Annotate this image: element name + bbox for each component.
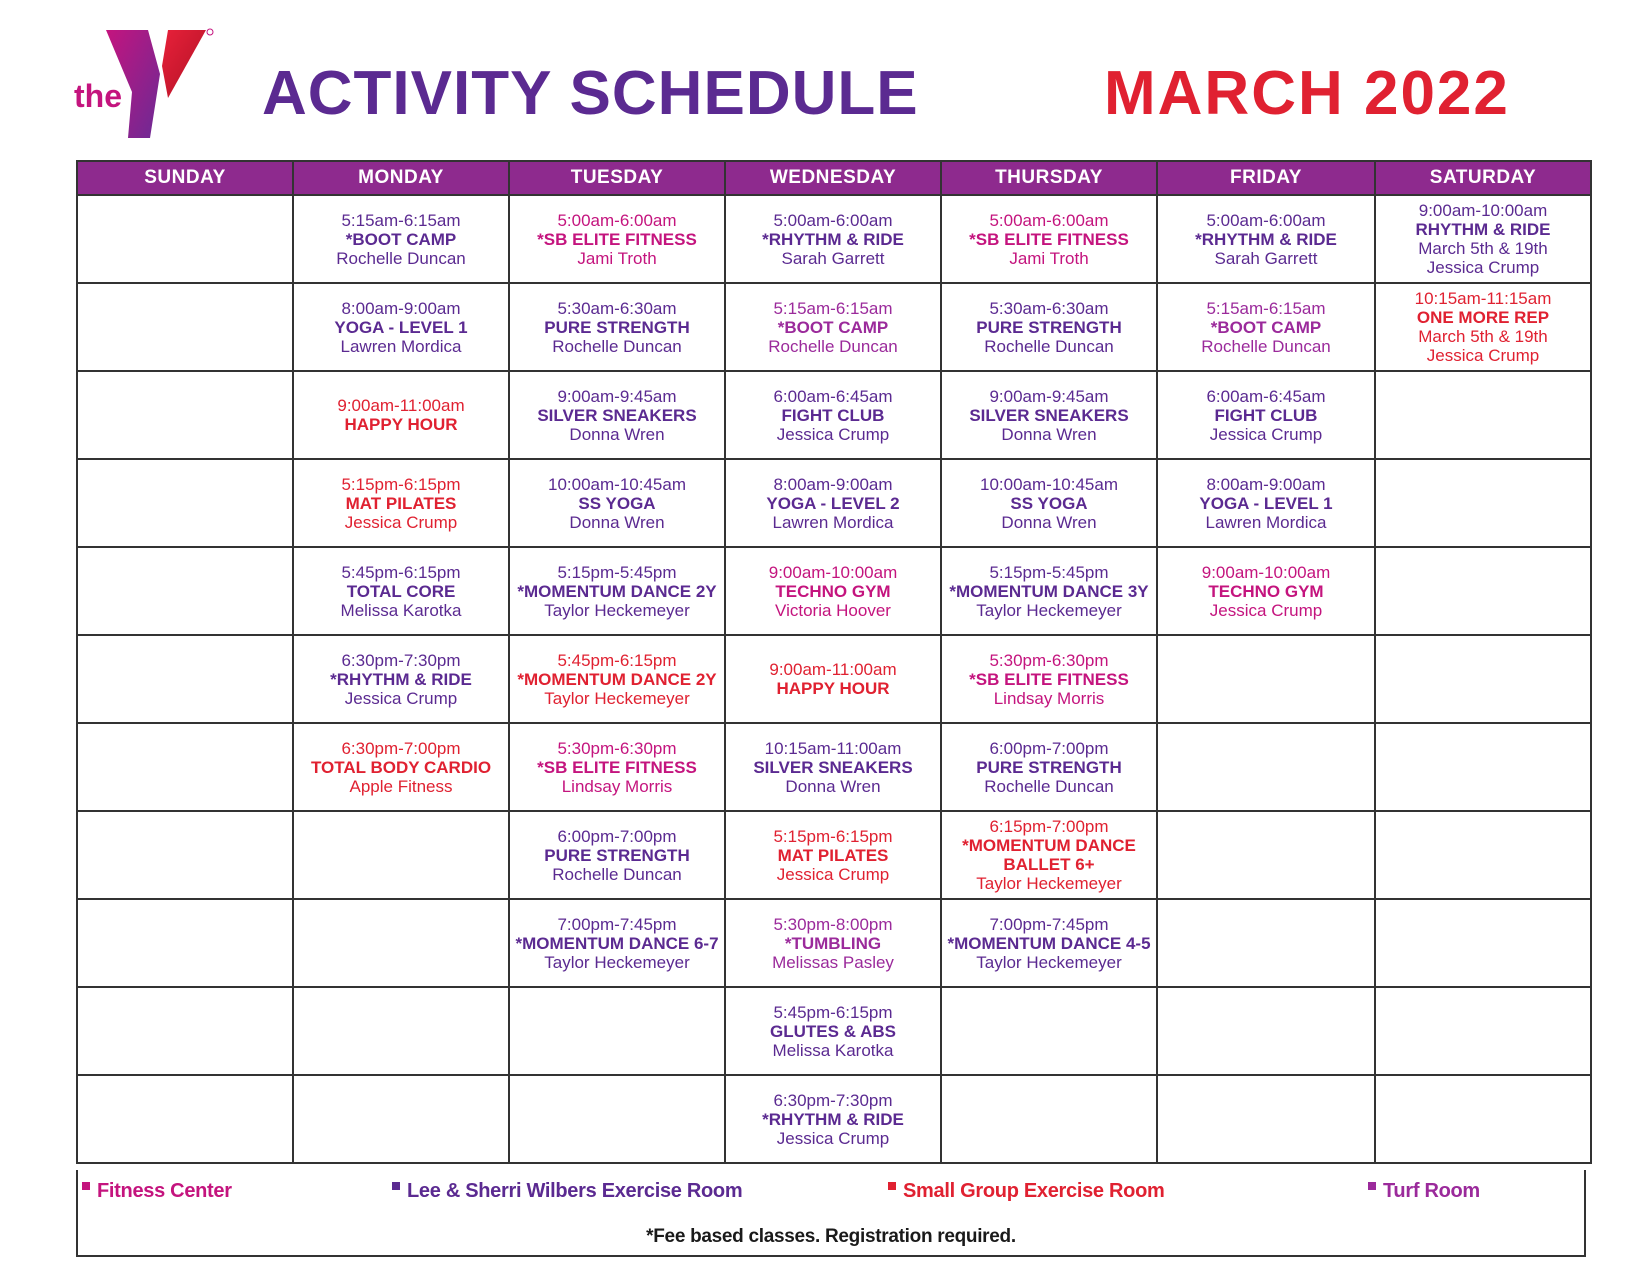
schedule-cell: [725, 195, 941, 283]
class-name: PURE STRENGTH: [976, 757, 1122, 777]
class-instructor: Taylor Heckemeyer: [544, 600, 690, 620]
class-time: 8:00am-9:00am: [773, 474, 893, 494]
class-time: 5:15pm-5:45pm: [557, 562, 677, 582]
schedule-cell: [293, 811, 509, 899]
footnote: *Fee based classes. Registration required.: [646, 1226, 1016, 1247]
class-instructor: Jessica Crump: [344, 688, 458, 708]
class-instructor: Melissas Pasley: [772, 952, 894, 972]
class-time: 5:30am-6:30am: [989, 298, 1109, 318]
schedule-cell: [941, 547, 1157, 635]
class-instructor: Taylor Heckemeyer: [976, 874, 1122, 893]
class-name: HAPPY HOUR: [344, 415, 458, 434]
class-instructor: Lindsay Morris: [561, 776, 673, 796]
class-instructor: Taylor Heckemeyer: [976, 952, 1122, 972]
class-time: 8:00am-9:00am: [1206, 474, 1326, 494]
schedule-cell: [941, 811, 1157, 899]
class-name: YOGA - LEVEL 1: [334, 317, 468, 337]
class-instructor: Jessica Crump: [1209, 600, 1323, 620]
schedule-cell: [1375, 987, 1591, 1075]
class-instructor: Donna Wren: [569, 512, 665, 532]
class-name: *MOMENTUM DANCE 2Y: [517, 581, 717, 601]
schedule-cell: [293, 987, 509, 1075]
class-time: 5:30pm-8:00pm: [773, 914, 893, 934]
schedule-cell: [1375, 283, 1591, 371]
class-time: 5:15pm-6:15pm: [773, 826, 893, 846]
schedule-cell: [725, 283, 941, 371]
class-time: 5:30pm-6:30pm: [989, 650, 1109, 670]
class-name: HAPPY HOUR: [776, 679, 890, 698]
schedule-cell: [1375, 195, 1591, 283]
schedule-cell: [941, 1075, 1157, 1163]
class-time: 6:30pm-7:30pm: [773, 1090, 893, 1110]
class-time: 9:00am-10:00am: [768, 562, 898, 582]
class-name: *RHYTHM & RIDE: [330, 669, 472, 689]
class-time: 10:00am-10:45am: [548, 474, 686, 494]
schedule-cell: [1375, 1075, 1591, 1163]
class-time: 5:45pm-6:15pm: [773, 1002, 893, 1022]
class-name: PURE STRENGTH: [544, 845, 690, 865]
day-header: TUESDAY: [509, 161, 725, 195]
class-name: *SB ELITE FITNESS: [537, 757, 697, 777]
class-name: *RHYTHM & RIDE: [762, 1109, 904, 1129]
class-name: *RHYTHM & RIDE: [1195, 229, 1337, 249]
class-instructor: Jessica Crump: [1426, 346, 1540, 365]
class-name: PURE STRENGTH: [976, 317, 1122, 337]
schedule-row: [77, 899, 1591, 987]
schedule-cell: [1157, 987, 1375, 1075]
schedule-cell: [1375, 899, 1591, 987]
class-time: 8:00am-9:00am: [341, 298, 461, 318]
class-name: SS YOGA: [578, 493, 656, 513]
class-time: 10:00am-10:45am: [980, 474, 1118, 494]
schedule-cell: [77, 899, 293, 987]
class-name: *SB ELITE FITNESS: [969, 669, 1129, 689]
class-name: SILVER SNEAKERS: [753, 757, 913, 777]
schedule-cell: [509, 371, 725, 459]
schedule-cell: [1157, 195, 1375, 283]
class-time: 9:00am-10:00am: [1201, 562, 1331, 582]
schedule-cell: [725, 635, 941, 723]
class-instructor: Melissa Karotka: [772, 1040, 894, 1060]
day-header: FRIDAY: [1157, 161, 1375, 195]
schedule-cell: [77, 547, 293, 635]
legend-square-icon: [888, 1182, 896, 1190]
class-time: 6:00pm-7:00pm: [989, 738, 1109, 758]
legend-footer: [76, 1170, 1586, 1257]
class-time: 6:30pm-7:00pm: [341, 738, 461, 758]
class-name: RHYTHM & RIDE: [1415, 220, 1551, 239]
schedule-cell: [293, 899, 509, 987]
schedule-cell: [941, 195, 1157, 283]
class-name: PURE STRENGTH: [544, 317, 690, 337]
schedule-row: [77, 811, 1591, 899]
class-time: 10:15am-11:15am: [1414, 289, 1552, 308]
class-time: 7:00pm-7:45pm: [989, 914, 1109, 934]
schedule-cell: [293, 635, 509, 723]
class-time: 5:45pm-6:15pm: [557, 650, 677, 670]
schedule-cell: [1157, 811, 1375, 899]
legend-label: Lee & Sherri Wilbers Exercise Room: [407, 1180, 743, 1202]
day-header-row: [77, 161, 1591, 195]
class-time: 5:15am-6:15am: [341, 210, 461, 230]
month-title: MARCH 2022: [1104, 59, 1510, 128]
day-header: MONDAY: [293, 161, 509, 195]
class-instructor: Jessica Crump: [344, 512, 458, 532]
class-time: 5:00am-6:00am: [1206, 210, 1326, 230]
schedule-cell: [725, 899, 941, 987]
schedule-cell: [941, 459, 1157, 547]
schedule-cell: [725, 1075, 941, 1163]
class-dates: March 5th & 19th: [1418, 239, 1548, 258]
class-instructor: Rochelle Duncan: [768, 336, 898, 356]
class-time: 5:30am-6:30am: [557, 298, 677, 318]
class-time: 9:00am-11:00am: [769, 660, 897, 679]
schedule-cell: [941, 283, 1157, 371]
class-instructor: Jessica Crump: [1426, 258, 1540, 277]
class-instructor: Melissa Karotka: [340, 600, 462, 620]
schedule-cell: [509, 195, 725, 283]
schedule-cell: [941, 371, 1157, 459]
schedule-cell: [1157, 635, 1375, 723]
class-name: YOGA - LEVEL 1: [1199, 493, 1333, 513]
class-instructor: Jessica Crump: [776, 424, 890, 444]
schedule-cell: [77, 371, 293, 459]
schedule-cell: [1157, 899, 1375, 987]
day-header: SUNDAY: [77, 161, 293, 195]
class-name: TECHNO GYM: [775, 581, 891, 601]
schedule-cell: [725, 987, 941, 1075]
class-instructor: Apple Fitness: [349, 776, 453, 796]
class-name: FIGHT CLUB: [1214, 405, 1318, 425]
schedule-row: [77, 371, 1591, 459]
class-instructor: Rochelle Duncan: [984, 776, 1114, 796]
class-instructor: Rochelle Duncan: [336, 248, 466, 268]
class-name: FIGHT CLUB: [781, 405, 885, 425]
schedule-cell: [293, 283, 509, 371]
schedule-cell: [1157, 283, 1375, 371]
class-instructor: Lawren Mordica: [340, 336, 462, 356]
logo-small-text: YMCA: [185, 93, 211, 128]
class-instructor: Jessica Crump: [776, 1128, 890, 1148]
schedule-cell: [509, 547, 725, 635]
schedule-cell: [77, 1075, 293, 1163]
class-instructor: Rochelle Duncan: [552, 864, 682, 884]
schedule-cell: [77, 283, 293, 371]
schedule-row: [77, 987, 1591, 1075]
schedule-row: [77, 459, 1591, 547]
schedule-table: [76, 160, 1592, 1164]
legend-turf-room: [1368, 1180, 1480, 1203]
class-time: 6:15pm-7:00pm: [989, 817, 1109, 836]
schedule-cell: [941, 723, 1157, 811]
schedule-row: [77, 635, 1591, 723]
schedule-cell: [941, 635, 1157, 723]
schedule-cell: [1157, 371, 1375, 459]
schedule-cell: [1375, 811, 1591, 899]
schedule-cell: [293, 547, 509, 635]
schedule-cell: [509, 1075, 725, 1163]
schedule-cell: [77, 635, 293, 723]
class-name: TECHNO GYM: [1208, 581, 1324, 601]
schedule-cell: [509, 283, 725, 371]
class-name: *MOMENTUM DANCE 3Y: [949, 581, 1149, 601]
class-instructor: Lawren Mordica: [772, 512, 894, 532]
schedule-cell: [509, 459, 725, 547]
class-instructor: Jessica Crump: [776, 864, 890, 884]
legend-square-icon: [82, 1182, 90, 1190]
schedule-row: [77, 723, 1591, 811]
class-name: TOTAL BODY CARDIO: [310, 757, 492, 777]
schedule-cell: [293, 723, 509, 811]
schedule-cell: [725, 547, 941, 635]
legend-label: Fitness Center: [97, 1180, 232, 1202]
class-name: *BOOT CAMP: [777, 317, 889, 337]
class-instructor: Rochelle Duncan: [1201, 336, 1331, 356]
class-name: *BOOT CAMP: [1210, 317, 1322, 337]
class-name: *TUMBLING: [784, 933, 882, 953]
class-name: MAT PILATES: [777, 845, 889, 865]
day-header: THURSDAY: [941, 161, 1157, 195]
legend-exercise-room: [392, 1180, 742, 1203]
class-time: 5:00am-6:00am: [989, 210, 1109, 230]
class-name: *RHYTHM & RIDE: [762, 229, 904, 249]
schedule-cell: [725, 811, 941, 899]
legend-small-group-room: [888, 1180, 1164, 1203]
schedule-cell: [77, 459, 293, 547]
schedule-cell: [1375, 547, 1591, 635]
class-name: *MOMENTUM DANCE 6-7: [515, 933, 719, 953]
schedule-row: [77, 195, 1591, 283]
class-name: *SB ELITE FITNESS: [969, 229, 1129, 249]
class-time: 6:00pm-7:00pm: [557, 826, 677, 846]
page-title: ACTIVITY SCHEDULE: [262, 59, 919, 128]
schedule-cell: [293, 1075, 509, 1163]
schedule-cell: [77, 987, 293, 1075]
legend-square-icon: [392, 1182, 400, 1190]
class-instructor: Rochelle Duncan: [984, 336, 1114, 356]
class-time: 9:00am-9:45am: [557, 386, 677, 406]
class-name: GLUTES & ABS: [770, 1021, 896, 1041]
schedule-cell: [1157, 459, 1375, 547]
class-instructor: Victoria Hoover: [775, 600, 891, 620]
class-name: *MOMENTUM DANCE BALLET 6+: [962, 836, 1136, 874]
schedule-cell: [725, 723, 941, 811]
schedule-cell: [1375, 723, 1591, 811]
class-time: 5:15pm-5:45pm: [989, 562, 1109, 582]
class-time: 5:15am-6:15am: [1206, 298, 1326, 318]
class-instructor: Lindsay Morris: [993, 688, 1105, 708]
schedule-cell: [77, 195, 293, 283]
schedule-cell: [1157, 1075, 1375, 1163]
class-name: YOGA - LEVEL 2: [766, 493, 900, 513]
class-instructor: Jessica Crump: [1209, 424, 1323, 444]
class-instructor: Donna Wren: [1001, 512, 1097, 532]
day-header: WEDNESDAY: [725, 161, 941, 195]
day-header: SATURDAY: [1375, 161, 1591, 195]
class-instructor: Jami Troth: [1009, 248, 1089, 268]
schedule-cell: [293, 459, 509, 547]
class-name: TOTAL CORE: [346, 581, 456, 601]
schedule-cell: [1375, 371, 1591, 459]
class-instructor: Lawren Mordica: [1205, 512, 1327, 532]
schedule-cell: [509, 635, 725, 723]
class-name: *MOMENTUM DANCE 4-5: [947, 933, 1151, 953]
class-time: 5:15pm-6:15pm: [341, 474, 461, 494]
class-time: 6:30pm-7:30pm: [341, 650, 461, 670]
class-instructor: Rochelle Duncan: [552, 336, 682, 356]
class-name: SS YOGA: [1010, 493, 1088, 513]
schedule-cell: [1375, 635, 1591, 723]
legend-square-icon: [1368, 1182, 1376, 1190]
class-time: 9:00am-10:00am: [1418, 201, 1548, 220]
logo-wordmark: the: [74, 78, 122, 114]
schedule-cell: [1157, 723, 1375, 811]
class-time: 6:00am-6:45am: [773, 386, 893, 406]
class-instructor: Sarah Garrett: [1214, 248, 1318, 268]
class-time: 7:00pm-7:45pm: [557, 914, 677, 934]
class-time: 5:00am-6:00am: [773, 210, 893, 230]
schedule-cell: [509, 987, 725, 1075]
class-instructor: Donna Wren: [1001, 424, 1097, 444]
schedule-cell: [77, 723, 293, 811]
class-instructor: Sarah Garrett: [781, 248, 885, 268]
schedule-body: [77, 195, 1591, 1163]
schedule-cell: [509, 811, 725, 899]
schedule-cell: [509, 723, 725, 811]
class-dates: March 5th & 19th: [1418, 327, 1548, 346]
class-instructor: Taylor Heckemeyer: [976, 600, 1122, 620]
class-instructor: Taylor Heckemeyer: [544, 952, 690, 972]
class-time: 6:00am-6:45am: [1206, 386, 1326, 406]
schedule-cell: [725, 459, 941, 547]
class-time: 9:00am-9:45am: [989, 386, 1109, 406]
class-time: 5:15am-6:15am: [773, 298, 893, 318]
class-time: 5:45pm-6:15pm: [341, 562, 461, 582]
schedule-row: [77, 283, 1591, 371]
class-name: MAT PILATES: [345, 493, 457, 513]
schedule-cell: [509, 899, 725, 987]
schedule-row: [77, 1075, 1591, 1163]
schedule-cell: [293, 195, 509, 283]
schedule-cell: [1157, 547, 1375, 635]
schedule-cell: [941, 987, 1157, 1075]
schedule-cell: [725, 371, 941, 459]
class-time: 10:15am-11:00am: [764, 738, 902, 758]
schedule-cell: [941, 899, 1157, 987]
class-name: SILVER SNEAKERS: [969, 405, 1129, 425]
class-instructor: Donna Wren: [569, 424, 665, 444]
legend-label: Small Group Exercise Room: [903, 1180, 1165, 1202]
class-name: ONE MORE REP: [1416, 308, 1550, 327]
class-instructor: Jami Troth: [577, 248, 657, 268]
legend-label: Turf Room: [1383, 1180, 1480, 1202]
class-instructor: Taylor Heckemeyer: [544, 688, 690, 708]
schedule-cell: [293, 371, 509, 459]
class-time: 5:00am-6:00am: [557, 210, 677, 230]
class-name: SILVER SNEAKERS: [537, 405, 697, 425]
class-time: 5:30pm-6:30pm: [557, 738, 677, 758]
schedule-row: [77, 547, 1591, 635]
schedule-cell: [1375, 459, 1591, 547]
class-name: *BOOT CAMP: [345, 229, 457, 249]
ymca-logo: [70, 26, 230, 144]
class-time: 9:00am-11:00am: [337, 396, 465, 415]
legend-fitness-center: [82, 1180, 232, 1203]
class-name: *MOMENTUM DANCE 2Y: [517, 669, 717, 689]
class-instructor: Donna Wren: [785, 776, 881, 796]
schedule-cell: [77, 811, 293, 899]
class-name: *SB ELITE FITNESS: [537, 229, 697, 249]
